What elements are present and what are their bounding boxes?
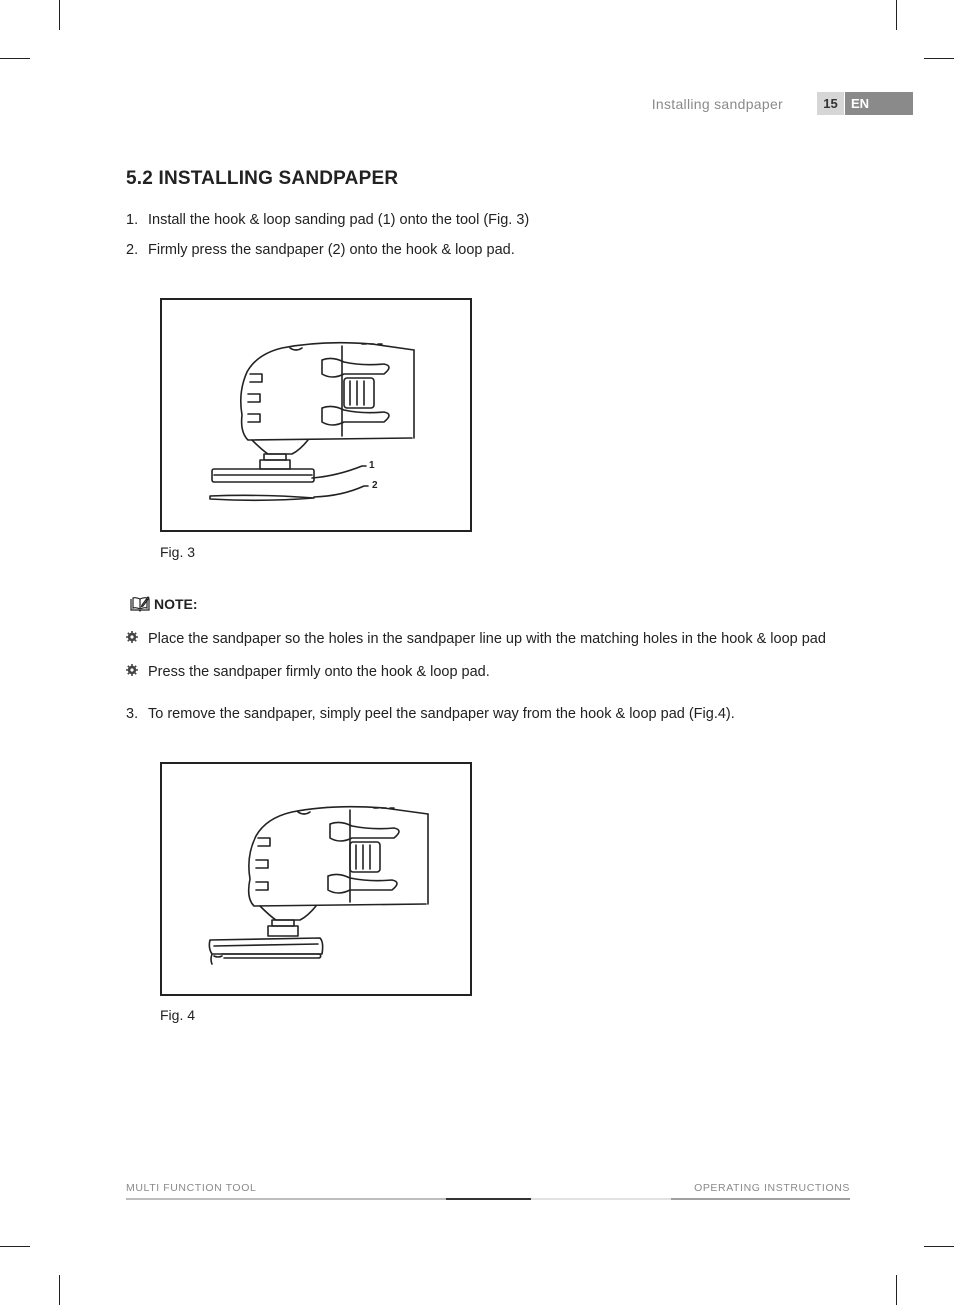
crop-mark	[59, 1275, 60, 1305]
step-text: Firmly press the sandpaper (2) onto the hook & loop pad.	[148, 242, 515, 258]
crop-mark	[896, 1275, 897, 1305]
figure-4-caption: Fig. 4	[160, 1007, 196, 1023]
crop-mark	[0, 1246, 30, 1247]
figure-4-illustration	[160, 762, 472, 996]
crop-mark	[59, 0, 60, 30]
step-number: 3.	[126, 706, 139, 722]
footer-rule-accent	[446, 1198, 531, 1200]
note-label: NOTE:	[154, 596, 198, 613]
step-item	[126, 706, 735, 722]
crop-mark	[924, 58, 954, 59]
step-text: To remove the sandpaper, simply peel the sandpaper way from the hook & loop pad (Fig.4).	[148, 706, 735, 722]
footer-document-type: OPERATING INSTRUCTIONS	[694, 1182, 850, 1194]
note-bullet-item	[126, 664, 490, 680]
running-header-title: Installing sandpaper	[651, 96, 783, 112]
callout-1: 1	[369, 460, 375, 471]
multi-tool-sanding-pad-drawing	[162, 300, 470, 530]
page-number: 15	[817, 92, 844, 115]
crop-mark	[896, 0, 897, 30]
step-item	[126, 242, 515, 258]
gear-bullet-icon	[126, 631, 148, 647]
gear-bullet-icon	[126, 664, 148, 680]
crop-mark	[0, 58, 30, 59]
note-bullet-item	[126, 631, 826, 647]
crop-mark	[924, 1246, 954, 1247]
figure-3-caption: Fig. 3	[160, 544, 196, 560]
callout-2: 2	[372, 480, 378, 491]
step-number: 2.	[126, 242, 139, 258]
note-heading	[130, 596, 198, 615]
note-bullet-text: Place the sandpaper so the holes in the sandpaper line up with the matching holes in the hook & loop pad	[148, 631, 826, 647]
figure-3-illustration	[160, 298, 472, 532]
footer-rule	[531, 1198, 671, 1200]
footer-rule	[126, 1198, 446, 1200]
footer-rule	[671, 1198, 850, 1200]
footer-product-name: MULTI FUNCTION TOOL	[126, 1182, 257, 1194]
note-bullet-text: Press the sandpaper firmly onto the hook & loop pad.	[148, 664, 490, 680]
step-number: 1.	[126, 212, 139, 228]
language-badge: EN	[845, 92, 913, 115]
multi-tool-peel-sandpaper-drawing	[162, 764, 470, 994]
step-text: Install the hook & loop sanding pad (1) onto the tool (Fig. 3)	[148, 212, 530, 228]
step-item	[126, 212, 529, 228]
note-book-icon	[130, 596, 150, 615]
section-title: 5.2 INSTALLING SANDPAPER	[126, 168, 399, 189]
